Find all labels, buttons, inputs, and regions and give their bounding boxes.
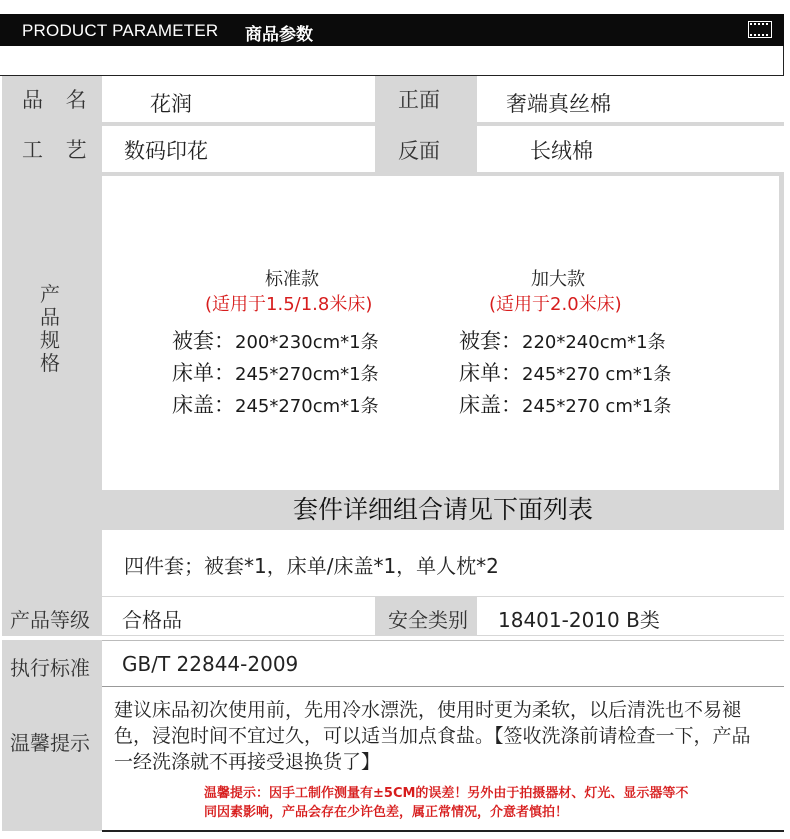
spec-label: 产 品 规 格 [40, 282, 60, 375]
header-bar [0, 14, 784, 46]
list-item: 床单：245*270 cm*1条 [459, 361, 672, 385]
set-banner-text: 套件详细组合请见下面列表 [292, 495, 593, 524]
large-title: 加大款 [531, 269, 585, 290]
set-content: 四件套；被套*1，床单/床盖*1，单人枕*2 [124, 554, 499, 578]
divider [783, 46, 784, 76]
tips-text: 建议床品初次使用前，先用冷水漂洗，使用时更为柔软，以后清洗也不易褪色，浸泡时间不宜过久，可以适当加点食盐。【签收洗涤前请检查一下，产品一经洗涤就不再接受退换货了】 [114, 699, 751, 773]
list-item: 床单：245*270cm*1条 [172, 361, 379, 385]
set-label-cell [2, 530, 102, 596]
grade-label: 产品等级 [10, 608, 90, 632]
film-icon [748, 21, 772, 38]
large-note: (适用于2.0米床) [489, 294, 622, 315]
table-bottom-rule [102, 830, 784, 832]
safety-value: 18401-2010 B类 [498, 608, 660, 632]
list-item: 床盖：245*270cm*1条 [172, 393, 379, 417]
tips-top-rule [102, 686, 784, 687]
list-item: 床盖：245*270 cm*1条 [459, 393, 672, 417]
list-item: 被套：200*230cm*1条 [172, 329, 379, 353]
tips-label-cell [2, 686, 102, 831]
name-value: 花润 [150, 92, 192, 116]
standard-label: 执行标准 [10, 656, 90, 680]
tips-label: 温馨提示 [10, 731, 90, 755]
back-label: 反面 [398, 139, 440, 163]
craft-label: 工 艺 [22, 138, 95, 162]
standard-list [172, 326, 422, 422]
tips-note: 温馨提示：因手工制作测量有±5CM的误差！另外由于拍摄器材、灯光、显示器等不同因素影响，产品会存在少许色差，属正常情况，介意者慎拍！ [204, 786, 689, 820]
back-value: 长绒棉 [530, 139, 593, 163]
row-gap [102, 172, 784, 176]
standard-note: (适用于1.5/1.8米床) [205, 294, 373, 315]
standard-title: 标准款 [265, 269, 319, 290]
craft-value: 数码印花 [124, 139, 208, 163]
front-label: 正面 [398, 88, 440, 112]
name-label: 品 名 [22, 88, 95, 112]
standard-value: GB/T 22844-2009 [122, 652, 299, 676]
large-list [459, 326, 719, 422]
header-title-cn: 商品参数 [245, 25, 313, 45]
grade-value: 合格品 [122, 608, 182, 632]
safety-label: 安全类别 [388, 608, 468, 632]
spec-right-edge [779, 176, 784, 490]
front-value: 奢端真丝棉 [506, 92, 611, 116]
header-title-en: PRODUCT PARAMETER [22, 21, 219, 40]
list-item: 被套：220*240cm*1条 [459, 329, 666, 353]
